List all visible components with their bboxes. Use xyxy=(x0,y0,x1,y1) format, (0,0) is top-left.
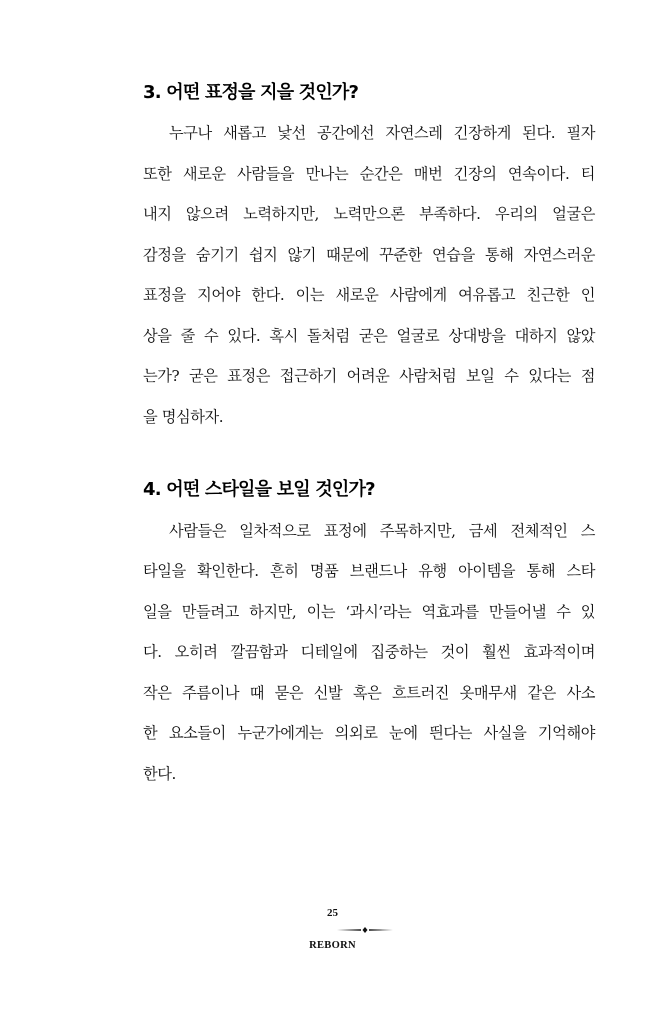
paragraph-line: 다. 오히려 깔끔함과 디테일에 집중하는 것이 훨씬 효과적이며 xyxy=(143,643,595,661)
paragraph-line: 을 명심하자. xyxy=(143,408,224,426)
paragraph-line: 타일을 확인한다. 흔히 명품 브랜드나 유행 아이템을 통해 스타 xyxy=(143,562,595,580)
paragraph-line: 일을 만들려고 하지만, 이는 ‘과시’라는 역효과를 만들어낼 수 있 xyxy=(143,603,595,621)
paragraph-line: 사람들은 일차적으로 표정에 주목하지만, 금세 전체적인 스 xyxy=(169,522,595,540)
paragraph-line: 한다. xyxy=(143,765,176,783)
paragraph-line: 또한 새로운 사람들을 만나는 순간은 매번 긴장의 연속이다. 티 xyxy=(143,165,595,183)
paragraph-line: 한 요소들이 누군가에게는 의외로 눈에 띈다는 사실을 기억해야 xyxy=(143,724,595,742)
paragraph-line: 표정을 지어야 한다. 이는 새로운 사람에게 여유롭고 친근한 인 xyxy=(143,286,595,304)
paragraph-line: 누구나 새롭고 낯선 공간에선 자연스레 긴장하게 된다. 필자 xyxy=(169,124,595,142)
paragraph-line: 는가? 굳은 표정은 접근하기 어려운 사람처럼 보일 수 있다는 점 xyxy=(143,367,595,385)
brand-name: REBORN xyxy=(309,940,356,951)
divider-ornament-icon xyxy=(337,926,393,934)
page-number: 25 xyxy=(327,907,338,919)
section-3-heading: 3. 어떤 표정을 지을 것인가? xyxy=(143,82,359,103)
paragraph-line: 내지 않으려 노력하지만, 노력만으론 부족하다. 우리의 얼굴은 xyxy=(143,205,595,223)
paragraph-line: 감정을 숨기기 쉽지 않기 때문에 꾸준한 연습을 통해 자연스러운 xyxy=(143,246,595,264)
paragraph-line: 상을 줄 수 있다. 혹시 돌처럼 굳은 얼굴로 상대방을 대하지 않았 xyxy=(143,327,595,345)
section-4-heading: 4. 어떤 스타일을 보일 것인가? xyxy=(143,479,375,500)
paragraph-line: 작은 주름이나 때 묻은 신발 혹은 흐트러진 옷매무새 같은 사소 xyxy=(143,684,595,702)
